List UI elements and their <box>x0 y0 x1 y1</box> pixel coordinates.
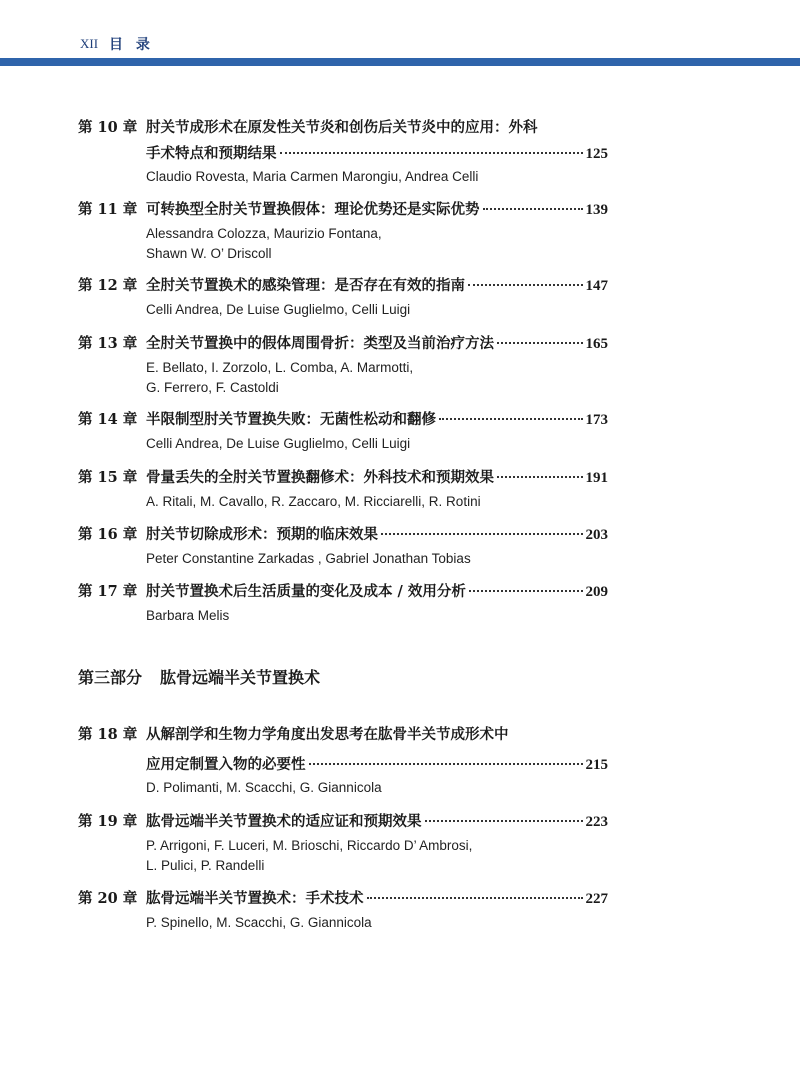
chapter-label: 第 17 章 <box>78 583 138 600</box>
toc-entry-ch15[interactable] <box>78 466 608 512</box>
toc-entry-ch16[interactable] <box>78 523 608 569</box>
toc-entry-ch11[interactable] <box>78 198 608 264</box>
dot-leader <box>367 897 583 899</box>
chapter-label: 第 13 章 <box>78 335 138 352</box>
page-number[interactable]: 173 <box>585 412 608 428</box>
dot-leader <box>468 284 583 286</box>
dot-leader <box>483 208 583 210</box>
chapter-title[interactable]: 全肘关节置换中的假体周围骨折：类型及当前治疗方法 <box>146 335 494 352</box>
toc-entry-ch12[interactable] <box>78 274 608 320</box>
chapter-label: 第 14 章 <box>78 411 138 428</box>
page-number[interactable]: 227 <box>585 891 608 907</box>
authors: Shawn W. O’ Driscoll <box>146 246 272 261</box>
section-heading <box>78 665 320 688</box>
authors: Celli Andrea, De Luise Guglielmo, Celli Luigi <box>146 436 411 451</box>
chapter-label: 第 19 章 <box>78 813 138 830</box>
page-number[interactable]: 203 <box>585 527 608 543</box>
authors: Claudio Rovesta, Maria Carmen Marongiu, Andrea Celli <box>146 169 479 184</box>
toc-entry-ch17[interactable] <box>78 580 608 626</box>
dot-leader <box>381 533 583 535</box>
authors: D. Polimanti, M. Scacchi, G. Giannicola <box>146 780 382 795</box>
chapter-title-cont[interactable]: 应用定制置入物的必要性 <box>146 756 306 773</box>
section-name: 肱骨远端半关节置换术 <box>160 668 321 687</box>
chapter-label: 第 16 章 <box>78 526 138 543</box>
page-number[interactable]: 209 <box>585 584 608 600</box>
chapter-label: 第 18 章 <box>78 726 138 743</box>
authors: A. Ritali, M. Cavallo, R. Zaccaro, M. Ricciarelli, R. Rotini <box>146 494 481 509</box>
authors: L. Pulici, P. Randelli <box>146 858 265 873</box>
authors: Barbara Melis <box>146 608 230 623</box>
chapter-title[interactable]: 全肘关节置换术的感染管理：是否存在有效的指南 <box>146 277 465 294</box>
page-number-roman: XII <box>80 36 99 51</box>
chapter-title[interactable]: 从解剖学和生物力学角度出发思考在肱骨半关节成形术中 <box>146 726 509 743</box>
authors: Alessandra Colozza, Maurizio Fontana, <box>146 226 382 241</box>
section-part-label: 第三部分 <box>78 668 143 687</box>
authors: E. Bellato, I. Zorzolo, L. Comba, A. Marmotti, <box>146 360 414 375</box>
authors: P. Arrigoni, F. Luceri, M. Brioschi, Riccardo D’ Ambrosi, <box>146 838 473 853</box>
chapter-label: 第 11 章 <box>78 201 138 218</box>
chapter-title[interactable]: 骨量丢失的全肘关节置换翻修术：外科技术和预期效果 <box>146 469 494 486</box>
chapter-label: 第 20 章 <box>78 890 138 907</box>
chapter-title[interactable]: 肘关节置换术后生活质量的变化及成本 / 效用分析 <box>146 583 466 600</box>
toc-entry-ch20[interactable] <box>78 887 608 933</box>
toc-entry-ch10[interactable] <box>78 116 608 187</box>
dot-leader <box>469 590 583 592</box>
chapter-title[interactable]: 可转换型全肘关节置换假体：理论优势还是实际优势 <box>146 201 480 218</box>
dot-leader <box>439 418 583 420</box>
header-title: 目 录 <box>109 37 154 53</box>
dot-leader <box>497 476 583 478</box>
page-number[interactable]: 223 <box>585 814 608 830</box>
dot-leader <box>497 342 583 344</box>
dot-leader <box>425 820 583 822</box>
page-header <box>0 0 800 66</box>
chapter-title[interactable]: 肱骨远端半关节置换术的适应证和预期效果 <box>146 813 422 830</box>
chapter-title[interactable]: 半限制型肘关节置换失败：无菌性松动和翻修 <box>146 411 436 428</box>
chapter-label: 第 15 章 <box>78 469 138 486</box>
page-number[interactable]: 125 <box>585 146 608 162</box>
page-number[interactable]: 215 <box>585 757 608 773</box>
page-number[interactable]: 139 <box>585 202 608 218</box>
header-bar <box>0 58 800 66</box>
authors: G. Ferrero, F. Castoldi <box>146 380 279 395</box>
toc-entry-ch13[interactable] <box>78 332 608 398</box>
authors: Peter Constantine Zarkadas , Gabriel Jonathan Tobias <box>146 551 471 566</box>
dot-leader <box>309 763 583 765</box>
chapter-title[interactable]: 肘关节成形术在原发性关节炎和创伤后关节炎中的应用：外科 <box>146 119 538 136</box>
page-number[interactable]: 191 <box>585 470 608 486</box>
toc-entry-ch18[interactable] <box>78 723 608 798</box>
chapter-title[interactable]: 肱骨远端半关节置换术：手术技术 <box>146 890 364 907</box>
toc-entry-ch14[interactable] <box>78 408 608 454</box>
dot-leader <box>280 152 583 154</box>
toc-entry-ch19[interactable] <box>78 810 608 876</box>
chapter-title[interactable]: 肘关节切除成形术：预期的临床效果 <box>146 526 378 543</box>
page-number[interactable]: 165 <box>585 336 608 352</box>
chapter-label: 第 12 章 <box>78 277 138 294</box>
page-number[interactable]: 147 <box>585 278 608 294</box>
authors: Celli Andrea, De Luise Guglielmo, Celli Luigi <box>146 302 411 317</box>
authors: P. Spinello, M. Scacchi, G. Giannicola <box>146 915 372 930</box>
chapter-label: 第 10 章 <box>78 119 138 136</box>
chapter-title-cont[interactable]: 手术特点和预期结果 <box>146 145 277 162</box>
